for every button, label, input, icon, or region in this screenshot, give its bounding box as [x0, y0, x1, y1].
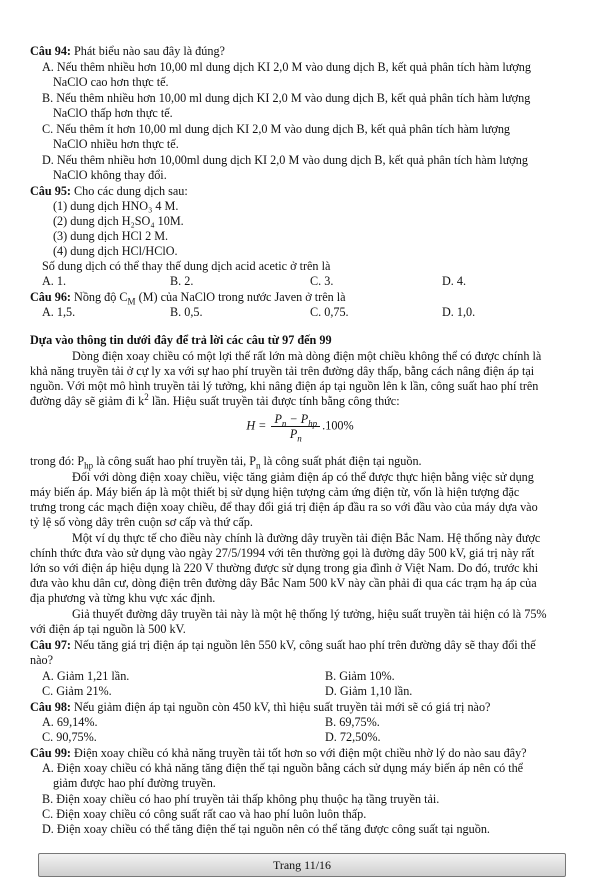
p3-line-2: máy biến áp. Máy biến áp là một thiết bị sử dụng hiện tượng cảm ứng điện từ, vốn là hiện tượng đặc	[30, 485, 520, 499]
p5-line-1: Giả thuyết đường dây truyền tải này là một hệ thống lý tưởng, hiệu suất truyền tải hiện có là 75%	[72, 607, 547, 621]
p2-sub-1: hp	[84, 460, 94, 471]
q99-stem-text: Điện xoay chiều có khả năng truyền tải tốt hơn so với điện một chiều nhờ lý do nào sau đây?	[74, 746, 527, 760]
q98-stem	[30, 700, 574, 715]
p1-last-text: đường dây sẽ giảm đi k	[30, 394, 145, 408]
q95-item-2: (2) dung dịch H₂SO₄ 10M.	[53, 214, 184, 228]
p3-line-3: trưng trong các mạch điện xoay chiều, để thay đổi giá trị điện áp đầu ra so với đầu vào của máy dựa vào	[30, 500, 538, 514]
q96-stem	[30, 290, 574, 305]
p1-line-4	[30, 391, 574, 409]
formula-lhs: H =	[246, 418, 267, 433]
q95-stem-text: Cho các dung dịch sau:	[74, 184, 188, 198]
p2-line	[30, 454, 574, 469]
q94-option-b-cont: NaClO thấp hơn thực tế.	[53, 106, 173, 120]
p1-line-1: Dòng điện xoay chiều có một lợi thế rất lớn mà dòng điện một chiều không thể có được chính là	[72, 349, 542, 363]
formula-num-b-sub: hp	[308, 418, 318, 429]
p4-line-4: đưa vào khu dân cư, dòng điện trên đường dây Bắc Nam 500 kV này cần phải đi qua các trạm hạ áp của	[30, 576, 537, 590]
q94-option-d: D. Nếu thêm nhiều hơn 10,00ml dung dịch KI 2,0 M vào dung dịch B, kết quả phân tích hàm lượng	[42, 153, 528, 167]
q96-option-a: A. 1,5.	[42, 305, 76, 319]
p3-line-1: Đối với dòng điện xoay chiều, việc tăng giảm điện áp có thể được thực hiện bằng việc sử dụng	[72, 470, 534, 484]
formula-den-sub: n	[297, 433, 302, 444]
p2-text-a: trong đó: P	[30, 454, 85, 468]
q95-option-d: D. 4.	[442, 274, 467, 288]
q96-option-d: D. 1,0.	[442, 305, 476, 319]
q95-item-4: (4) dung dịch HCl/HClO.	[53, 244, 178, 258]
q96-option-c: C. 0,75.	[310, 305, 349, 319]
p1-superscript: 2	[144, 391, 149, 402]
formula-denominator	[271, 427, 320, 444]
q97-option-c: C. Giảm 21%.	[42, 684, 112, 698]
p1-last-end: lần. Hiệu suất truyền tải được tính bằng công thức:	[148, 394, 400, 408]
page-number: Trang 11/16	[272, 858, 332, 872]
q96-stem-end: (M) của NaClO trong nước Javen ở trên là	[135, 290, 346, 304]
formula-num-a-sub: n	[281, 418, 287, 429]
q94-option-b: B. Nếu thêm nhiều hơn 10,00 ml dung dịch KI 2,0 M vào dung dịch B, kết quả phân tích hàm lượng	[42, 91, 531, 105]
q96-stem-text: Nồng độ C	[74, 290, 128, 304]
q96-option-b: B. 0,5.	[170, 305, 203, 319]
p3-line-4: tỷ lệ số vòng dây trên cuộn sơ cấp và thứ cấp.	[30, 515, 253, 529]
q98-option-a: A. 69,14%.	[42, 715, 98, 729]
q99-option-a-cont: giảm được hao phí đường truyền.	[53, 776, 216, 790]
p1-line-2: khả năng truyền tải ở cự ly xa với sự hao phí truyền tải trên đường dây thấp, bằng cách nâng điện áp tại	[30, 364, 535, 378]
section-title: Dựa vào thông tin dưới đây để trả lời các câu từ 97 đến 99	[30, 333, 332, 347]
q99-option-d: D. Điện xoay chiều có thể tăng điện thế tại nguồn nên có thể tăng được công suất tại nguồn.	[42, 822, 490, 836]
q99-stem	[30, 746, 574, 761]
q94-option-a: A. Nếu thêm nhiều hơn 10,00 ml dung dịch KI 2,0 M vào dung dịch B, kết quả phân tích hàm lượng	[42, 60, 531, 74]
p4-line-1: Một ví dụ thực tế cho điều này chính là đường dây truyền tải điện Bắc Nam. Hệ thống này được	[72, 531, 541, 545]
q99-option-b: B. Điện xoay chiều có hao phí truyền tải thấp không phụ thuộc hạ tầng truyền tải.	[42, 792, 440, 806]
formula-den: P	[289, 427, 298, 441]
p2-text-mid: là công suất hao phí truyền tải, P	[93, 454, 256, 468]
q98-option-b: B. 69,75%.	[325, 715, 380, 729]
q94-option-d-cont: NaClO không thay đổi.	[53, 168, 167, 182]
q98-option-c: C. 90,75%.	[42, 730, 97, 744]
q97-option-a: A. Giảm 1,21 lần.	[42, 669, 130, 683]
formula-num-a: P	[274, 412, 282, 426]
q95-label: Câu 95:	[30, 184, 71, 198]
q95-option-c: C. 3.	[310, 274, 334, 288]
q96-stem-sub: M	[127, 296, 136, 307]
q97-stem-text: Nếu tăng giá trị điện áp tại nguồn lên 550 kV, công suất hao phí trên đường dây sẽ thay đổi thế	[74, 638, 536, 652]
p4-line-5: địa phương và từng khu vực xác định.	[30, 591, 216, 605]
p2-text-end: là công suất phát điện tại nguồn.	[260, 454, 422, 468]
q95-item-3: (3) dung dịch HCl 2 M.	[53, 229, 169, 243]
q97-label: Câu 97:	[30, 638, 71, 652]
efficiency-formula	[0, 412, 600, 444]
q95-option-a: A. 1.	[42, 274, 67, 288]
q98-label: Câu 98:	[30, 700, 71, 714]
q95-item-1: (1) dung dịch HNO₃ 4 M.	[53, 199, 179, 213]
q98-stem-text: Nếu giảm điện áp tại nguồn còn 450 kV, thì hiệu suất truyền tải mới sẽ có giá trị nào?	[74, 700, 491, 714]
q94-option-c: C. Nếu thêm ít hơn 10,00 ml dung dịch KI 2,0 M vào dung dịch B, kết quả phân tích hàm lượng	[42, 122, 511, 136]
q97-stem-cont: nào?	[30, 653, 54, 667]
q95-stem	[30, 184, 574, 199]
q97-option-d: D. Giảm 1,10 lần.	[325, 684, 413, 698]
q97-stem	[30, 638, 574, 653]
q96-label: Câu 96:	[30, 290, 71, 304]
formula-rhs: .100%	[322, 418, 354, 433]
q95-option-b: B. 2.	[170, 274, 194, 288]
page-footer	[38, 853, 566, 877]
formula-numerator	[271, 412, 320, 427]
p4-line-3: lớn so với điện áp hiệu dụng là 220 V thường được sử dụng trong gia đình ở Việt Nam. Do đó, trước khi	[30, 561, 539, 575]
q94-label: Câu 94:	[30, 44, 71, 58]
q95-question: Số dung dịch có thể thay thế dung dịch acid acetic ở trên là	[42, 259, 331, 273]
p4-line-2: chính thức đưa vào sử dụng vào ngày 27/5/1994 với tên thường gọi là đường dây 500 kV, giá trị này rất	[30, 546, 535, 560]
q99-option-c: C. Điện xoay chiều có công suất rất cao và hao phí luôn luôn thấp.	[42, 807, 367, 821]
q94-option-a-cont: NaClO cao hơn thực tế.	[53, 75, 169, 89]
q97-option-b: B. Giảm 10%.	[325, 669, 395, 683]
q94-stem	[30, 44, 574, 59]
p5-line-2: với điện áp tại nguồn là 500 kV.	[30, 622, 186, 636]
p2-sub-2: n	[255, 460, 261, 471]
formula-fraction	[271, 412, 320, 444]
p1-line-3: nguồn. Với một mô hình truyền tải lý tưởng, khi nâng điện áp tại nguồn lên k lần, công suất hao phí trên	[30, 379, 539, 393]
q94-option-c-cont: NaClO nhiều hơn thực tế.	[53, 137, 179, 151]
formula-num-mid: − P	[286, 412, 309, 426]
q98-option-d: D. 72,50%.	[325, 730, 381, 744]
q99-option-a: A. Điện xoay chiều có khả năng tăng điện thế tại nguồn bằng cách sử dụng máy biến áp nên có thể	[42, 761, 524, 775]
q99-label: Câu 99:	[30, 746, 71, 760]
q94-stem-text: Phát biểu nào sau đây là đúng?	[74, 44, 225, 58]
